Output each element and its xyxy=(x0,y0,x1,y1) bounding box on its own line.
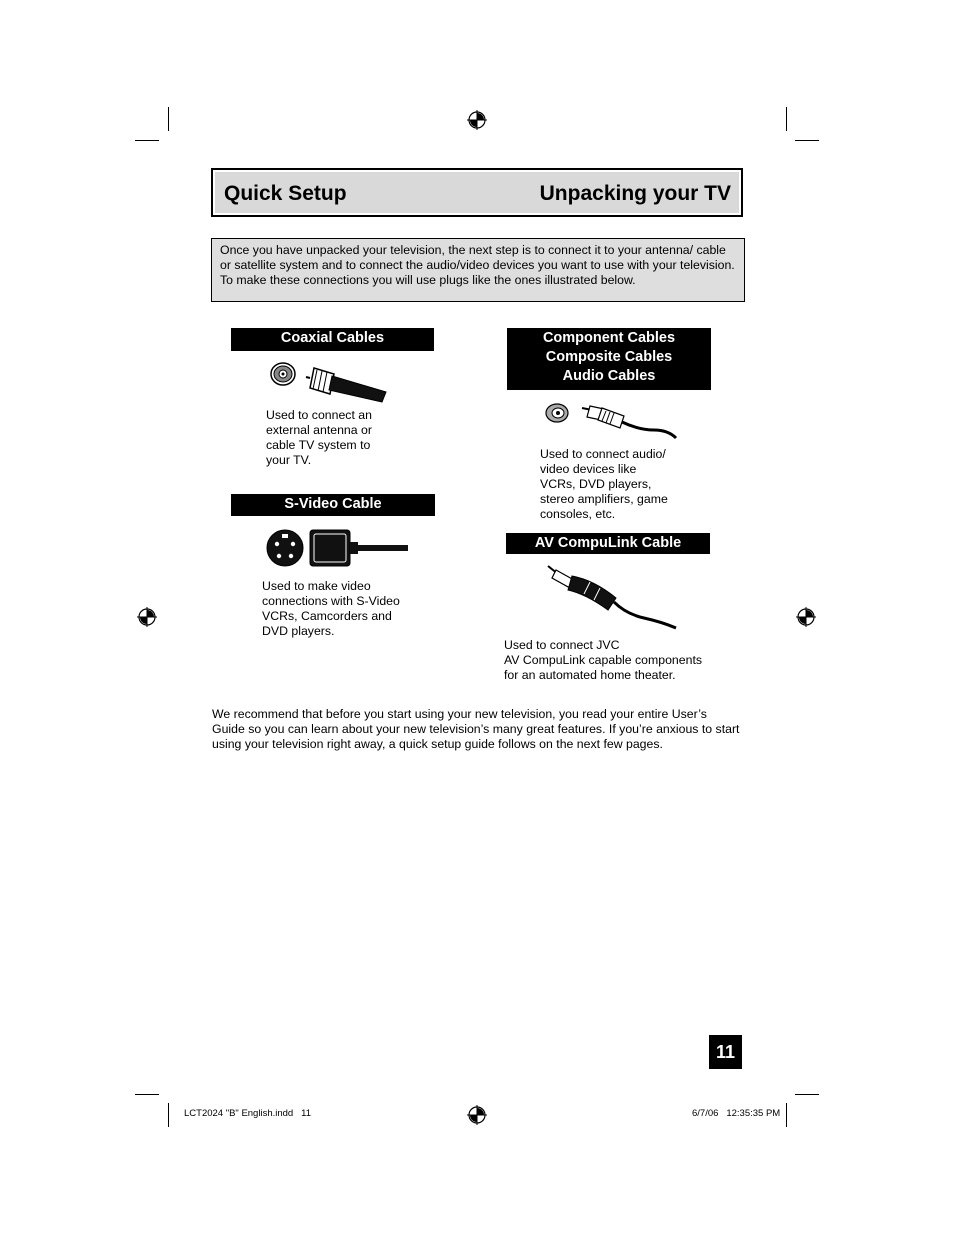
crop-mark xyxy=(168,1103,169,1127)
crop-mark xyxy=(786,107,787,131)
svideo-cable-label: S-Video Cable xyxy=(231,494,435,516)
section-header xyxy=(211,168,743,217)
crop-mark xyxy=(135,1094,159,1095)
rca-plug-icon xyxy=(544,400,680,442)
component-cables-label: Component Cables Composite Cables Audio Cables xyxy=(507,328,711,390)
crop-mark xyxy=(795,1094,819,1095)
svideo-plug-icon xyxy=(264,526,410,570)
page-number: 11 xyxy=(709,1035,742,1069)
coaxial-plug-icon xyxy=(266,360,392,406)
registration-mark-icon xyxy=(467,1105,487,1125)
compulink-plug-icon xyxy=(544,562,680,632)
footer-timestamp: 6/7/06 12:35:35 PM xyxy=(692,1108,781,1119)
registration-mark-icon xyxy=(467,110,487,130)
svideo-description: Used to make video connections with S-Video VCRs, Camcorders and DVD players. xyxy=(262,579,400,638)
crop-mark xyxy=(135,140,159,141)
component-description: Used to connect audio/ video devices like VCRs, DVD players, stereo amplifiers, game consoles, etc. xyxy=(540,447,668,521)
recommendation-paragraph: We recommend that before you start using your new television, you read your entire User’s Guide so you can learn about your new television’s many great features. If you’re anxious to start using your television right away, a quick setup guide follows on the next few pages. xyxy=(212,707,740,751)
crop-mark xyxy=(786,1103,787,1127)
registration-mark-icon xyxy=(137,607,157,627)
coaxial-description: Used to connect an external antenna or cable TV system to your TV. xyxy=(266,408,372,467)
coaxial-cables-label: Coaxial Cables xyxy=(231,328,434,351)
crop-mark xyxy=(168,107,169,131)
section-title: Quick Setup xyxy=(224,182,347,205)
page-title: Unpacking your TV xyxy=(539,182,731,205)
intro-box: Once you have unpacked your television, the next step is to connect it to your antenna/ cable or satellite system and to connect the audio/video devices you want to use with your television. To make these connections you will use plugs like the ones illustrated below. xyxy=(211,238,745,302)
registration-mark-icon xyxy=(796,607,816,627)
footer-file-name: LCT2024 "B" English.indd 11 xyxy=(184,1108,311,1119)
compulink-description: Used to connect JVC AV CompuLink capable components for an automated home theater. xyxy=(504,638,703,682)
crop-mark xyxy=(795,140,819,141)
compulink-cable-label: AV CompuLink Cable xyxy=(506,533,710,554)
